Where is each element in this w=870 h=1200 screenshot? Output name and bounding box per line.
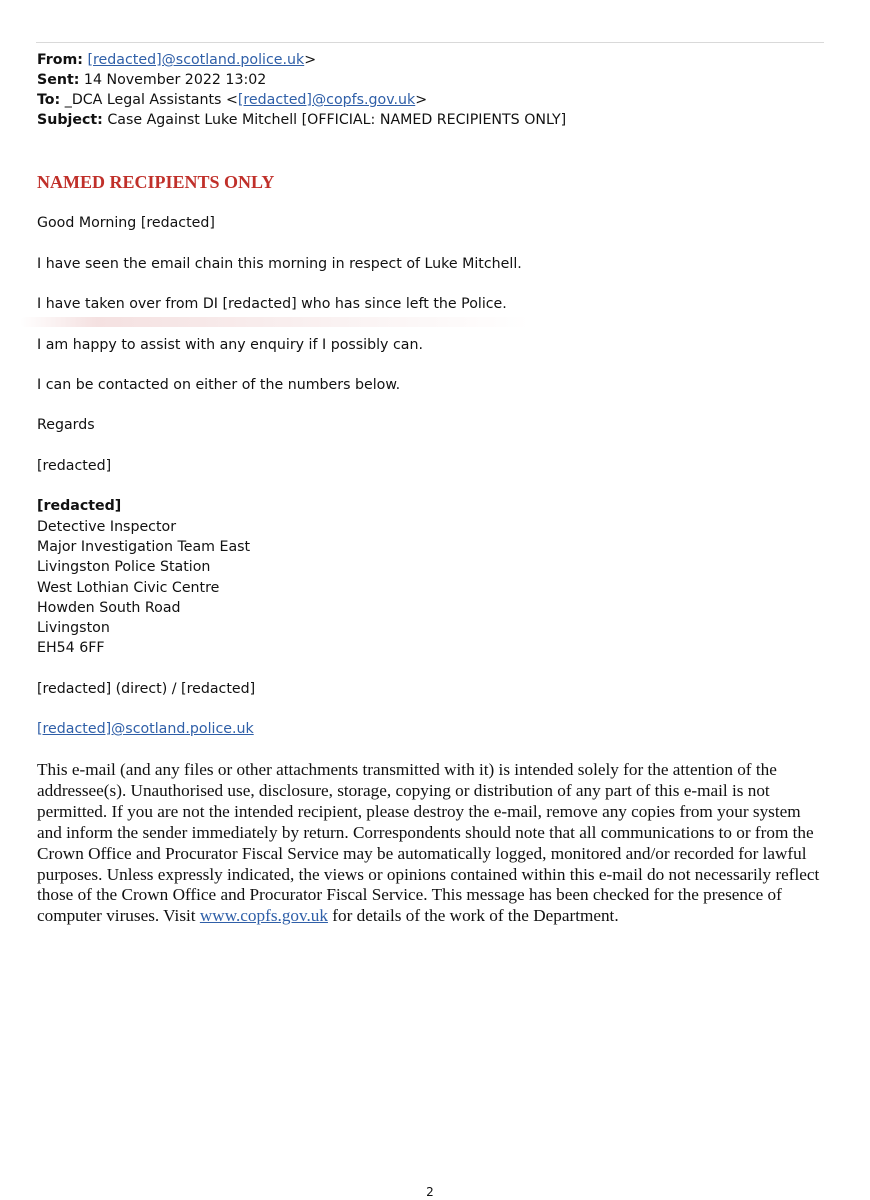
classification-banner: NAMED RECIPIENTS ONLY xyxy=(37,172,275,192)
subject-value: Case Against Luke Mitchell [OFFICIAL: NAMED RECIPIENTS ONLY] xyxy=(107,112,567,128)
from-label: From: xyxy=(37,52,83,68)
copfs-website-link[interactable]: www.copfs.gov.uk xyxy=(199,906,328,926)
signature-town: Livingston xyxy=(37,620,110,636)
sent-value: 14 November 2022 13:02 xyxy=(83,72,267,88)
to-suffix: > xyxy=(415,92,428,108)
signature-postcode: EH54 6FF xyxy=(37,640,105,656)
signature-email-row xyxy=(37,719,254,739)
from-email-link[interactable]: [redacted]@scotland.police.uk xyxy=(87,52,305,68)
from-suffix: > xyxy=(304,52,317,68)
to-email-link[interactable]: [redacted]@copfs.gov.uk xyxy=(237,92,416,108)
paragraph-4: I can be contacted on either of the numbers below. xyxy=(37,377,401,393)
sent-row xyxy=(37,70,266,90)
to-row xyxy=(37,90,427,110)
page-number: 2 xyxy=(426,1185,434,1199)
signature-name: [redacted] xyxy=(37,498,122,514)
signature-road: Howden South Road xyxy=(37,600,181,616)
top-divider xyxy=(36,42,824,43)
signature-email-link[interactable]: [redacted]@scotland.police.uk xyxy=(37,721,254,737)
subject-label: Subject: xyxy=(37,112,103,128)
disclaimer-text: This e-mail (and any files or other attachments transmitted with it) is intended solely for the attention of the addressee(s). Unauthorised use, disclosure, storage, copying or distribution of any part of this e-mail is not permitted. If you are not the intended recipient, please destroy the e-mail, remove any copies from your system and inform the sender immediately by return. Correspondents should note that all communications to or from the Crown Office and Procurator Fiscal Service may be automatically logged, monitored and/or recorded for lawful purposes. Unless expressly indicated, the views or opinions contained within this e-mail do not necessarily reflect those of the Crown Office and Procurator Fiscal Service. This message has been checked for the presence of computer viruses. Visit xyxy=(37,760,820,926)
greeting: Good Morning [redacted] xyxy=(37,215,215,231)
signature-team: Major Investigation Team East xyxy=(37,539,251,555)
signature-title: Detective Inspector xyxy=(37,519,177,535)
signature-phones: [redacted] (direct) / [redacted] xyxy=(37,681,256,697)
signature-station: Livingston Police Station xyxy=(37,559,211,575)
subject-row xyxy=(37,110,566,130)
signoff: [redacted] xyxy=(37,458,112,474)
scan-smudge xyxy=(20,317,530,327)
paragraph-1: I have seen the email chain this morning in respect of Luke Mitchell. xyxy=(37,256,522,272)
closing: Regards xyxy=(37,417,95,433)
sent-label: Sent: xyxy=(37,72,80,88)
paragraph-3: I am happy to assist with any enquiry if I possibly can. xyxy=(37,337,423,353)
disclaimer-tail: for details of the work of the Department. xyxy=(332,906,619,926)
paragraph-2: I have taken over from DI [redacted] who has since left the Police. xyxy=(37,296,507,312)
signature-building: West Lothian Civic Centre xyxy=(37,580,220,596)
from-row xyxy=(37,50,316,70)
to-label: To: xyxy=(37,92,61,108)
to-prefix: _DCA Legal Assistants < xyxy=(64,92,238,108)
legal-disclaimer xyxy=(37,760,827,927)
